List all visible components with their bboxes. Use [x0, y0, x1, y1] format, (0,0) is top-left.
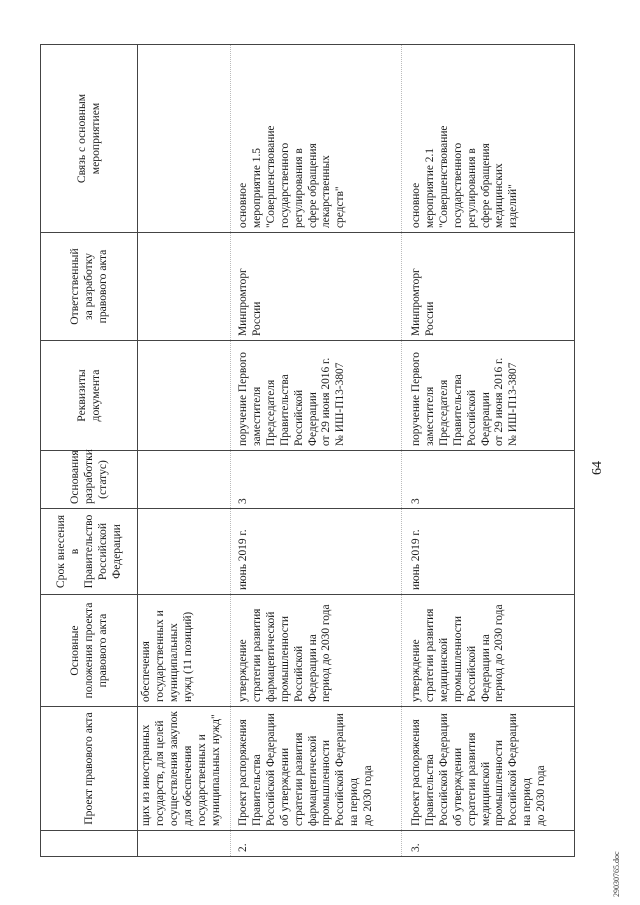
table-row [402, 45, 575, 857]
row-link: основное мероприятие 2.1 "Совершенствование государственного регулирования в сфере обращения медицинских изделий" [402, 45, 575, 233]
row-project: Проект распоряжения Правительства Российской Федерации об утверждении стратегии развития медицинской промышленности Российской Федерации на период до 2030 года [402, 707, 575, 831]
header-requisites: Реквизиты документа [41, 341, 138, 451]
row-num [138, 831, 231, 857]
row-provisions: обеспечения государственных и муниципальных нужд (11 позиций) [138, 595, 231, 707]
header-responsible: Ответственный за разработку правового акта [41, 233, 138, 341]
row-deadline [138, 509, 231, 595]
row-requisites: поручение Первого заместителя Председателя Правительства Российской Федерации от 29 июня 2016 г. № ИШ-П13-3807 [402, 341, 575, 451]
row-deadline: июнь 2019 г. [402, 509, 575, 595]
row-link: основное мероприятие 1.5 "Совершенствование государственного регулирования в сфере обращения лекарственных средств" [231, 45, 402, 233]
row-link [138, 45, 231, 233]
row-deadline: июнь 2019 г. [231, 509, 402, 595]
row-responsible: Минпромторг России [402, 233, 575, 341]
row-project: Проект распоряжения Правительства Российской Федерации об утверждении стратегии развития фармацевтической промышленности Российской Федерации на период до 2030 года [231, 707, 402, 831]
row-basis: 3 [231, 451, 402, 509]
row-basis [138, 451, 231, 509]
row-responsible [138, 233, 231, 341]
header-link: Связь с основным мероприятием [41, 45, 138, 233]
header-num [41, 831, 138, 857]
table-header-row [41, 45, 138, 857]
page-number: 64 [590, 461, 605, 475]
legal-acts-table [40, 44, 575, 857]
header-project: Проект правового акта [41, 707, 138, 831]
row-provisions: утверждение стратегии развития медицинской промышленности Российской Федерации на период до 2030 года [402, 595, 575, 707]
row-responsible: Минпромторг России [231, 233, 402, 341]
header-deadline: Срок внесения в Правительство Российской Федерации [41, 509, 138, 595]
header-basis: Основания разработки (статус) [41, 451, 138, 509]
table-row [138, 45, 231, 857]
header-provisions: Основные положения проекта правового акта [41, 595, 138, 707]
row-basis: 3 [402, 451, 575, 509]
row-requisites [138, 341, 231, 451]
row-num: 2. [231, 831, 402, 857]
document-code: 29030765.doc [612, 851, 621, 897]
row-requisites: поручение Первого заместителя Председателя Правительства Российской Федерации от 29 июня 2016 г. № ИШ-П13-3807 [231, 341, 402, 451]
row-provisions: утверждение стратегии развития фармацевтической промышленности Российской Федерации на период до 2030 года [231, 595, 402, 707]
row-project: щих из иностранных государств, для целей осуществления закупок для обеспечения государственных и муниципальных нужд" [138, 707, 231, 831]
table-row [231, 45, 402, 857]
row-num: 3. [402, 831, 575, 857]
